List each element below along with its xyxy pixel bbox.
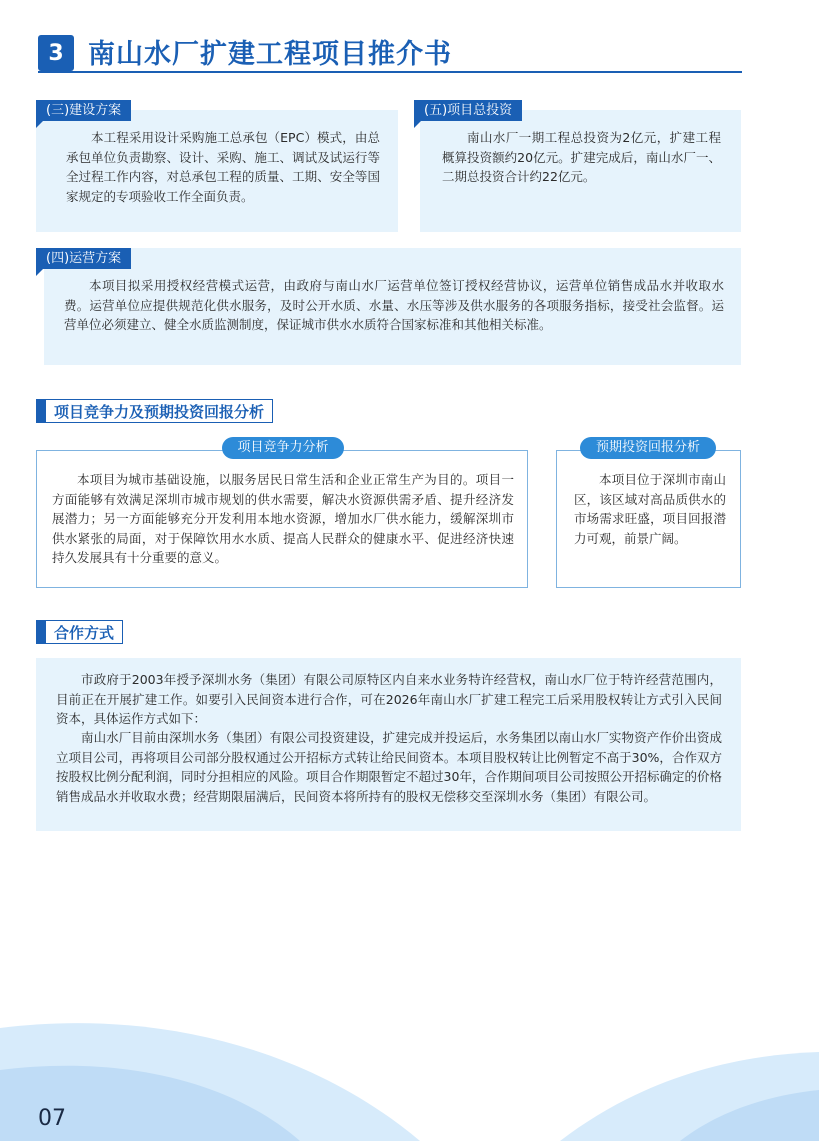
cooperation-paragraph-1: 市政府于2003年授予深圳水务（集团）有限公司原特区内自来水业务特许经营权，南山水厂位于特许经营范围内，目前正在开展扩建工作。如要引入民间资本进行合作，可在2026年南山水厂扩建工程完工后采用股权转让方式引入民间资本，具体运作方式如下： — [56, 672, 722, 726]
investment-tab: (五)项目总投资 — [414, 100, 522, 121]
decorative-wave — [0, 960, 819, 1141]
construction-tab-notch — [36, 121, 43, 128]
analysis-heading-text: 项目竞争力及预期投资回报分析 — [54, 402, 265, 421]
construction-text: 本工程采用设计采购施工总承包（EPC）模式，由总承包单位负责勘察、设计、采购、施工、调试及试运行等全过程工作内容，对总承包工程的质量、工期、安全等国家规定的专项验收工作全面负责。 — [66, 130, 380, 204]
cooperation-paragraph-2: 南山水厂目前由深圳水务（集团）有限公司投资建设，扩建完成并投运后，水务集团以南山水厂实物资产作价出资成立项目公司，再将项目公司部分股权通过公开招标方式转让给民间资本。本项目股权转让比例暂定不高于30%，合作双方按股权比例分配利润，同时分担相应的风险。项目合作期限暂定不超过30年，合作期间项目公司按照公开招标确定的价格销售成品水并收取水费；经营期限届满后，民间资本将所持有的股权无偿移交至深圳水务（集团）有限公司。 — [56, 730, 722, 804]
section-number-badge: 3 — [38, 35, 74, 71]
cooperation-heading-text: 合作方式 — [54, 623, 115, 642]
analysis-heading-bar — [37, 400, 46, 422]
construction-tab: (三)建设方案 — [36, 100, 131, 121]
cooperation-heading-bar — [37, 621, 46, 643]
competitiveness-text: 本项目为城市基础设施，以服务居民日常生活和企业正常生产为目的。项目一方面能够有效满足深圳市城市规划的供水需要，解决水资源供需矛盾、提升经济发展潜力；另一方面能够充分开发利用本地水资源，增加水厂供水能力，缓解深圳市供水紧张的局面，对于保障饮用水水质、提高人民群众的健康水平、促进经济快速持久发展具有十分重要的意义。 — [52, 472, 514, 565]
investment-text: 南山水厂一期工程总投资为2亿元，扩建工程概算投资额约20亿元。扩建完成后，南山水厂一、二期总投资合计约22亿元。 — [442, 130, 721, 184]
competitiveness-label: 项目竞争力分析 — [222, 437, 344, 459]
investment-tab-notch — [414, 121, 421, 128]
cooperation-heading — [36, 620, 123, 644]
page-title: 南山水厂扩建工程项目推介书 — [88, 39, 452, 70]
analysis-heading — [36, 399, 273, 423]
title-underline — [38, 71, 742, 73]
page-number: 07 — [38, 1106, 66, 1131]
operation-tab-notch — [36, 269, 43, 276]
returns-text: 本项目位于深圳市南山区，该区域对高品质供水的市场需求旺盛，项目回报潜力可观，前景广阔。 — [574, 472, 726, 546]
operation-tab: (四)运营方案 — [36, 248, 131, 269]
returns-label: 预期投资回报分析 — [580, 437, 716, 459]
operation-text: 本项目拟采用授权经营模式运营，由政府与南山水厂运营单位签订授权经营协议，运营单位销售成品水并收取水费。运营单位应提供规范化供水服务，及时公开水质、水量、水压等涉及供水服务的各项服务指标，接受社会监督。运营单位必须建立、健全水质监测制度，保证城市供水水质符合国家标准和其他相关标准。 — [64, 278, 724, 332]
